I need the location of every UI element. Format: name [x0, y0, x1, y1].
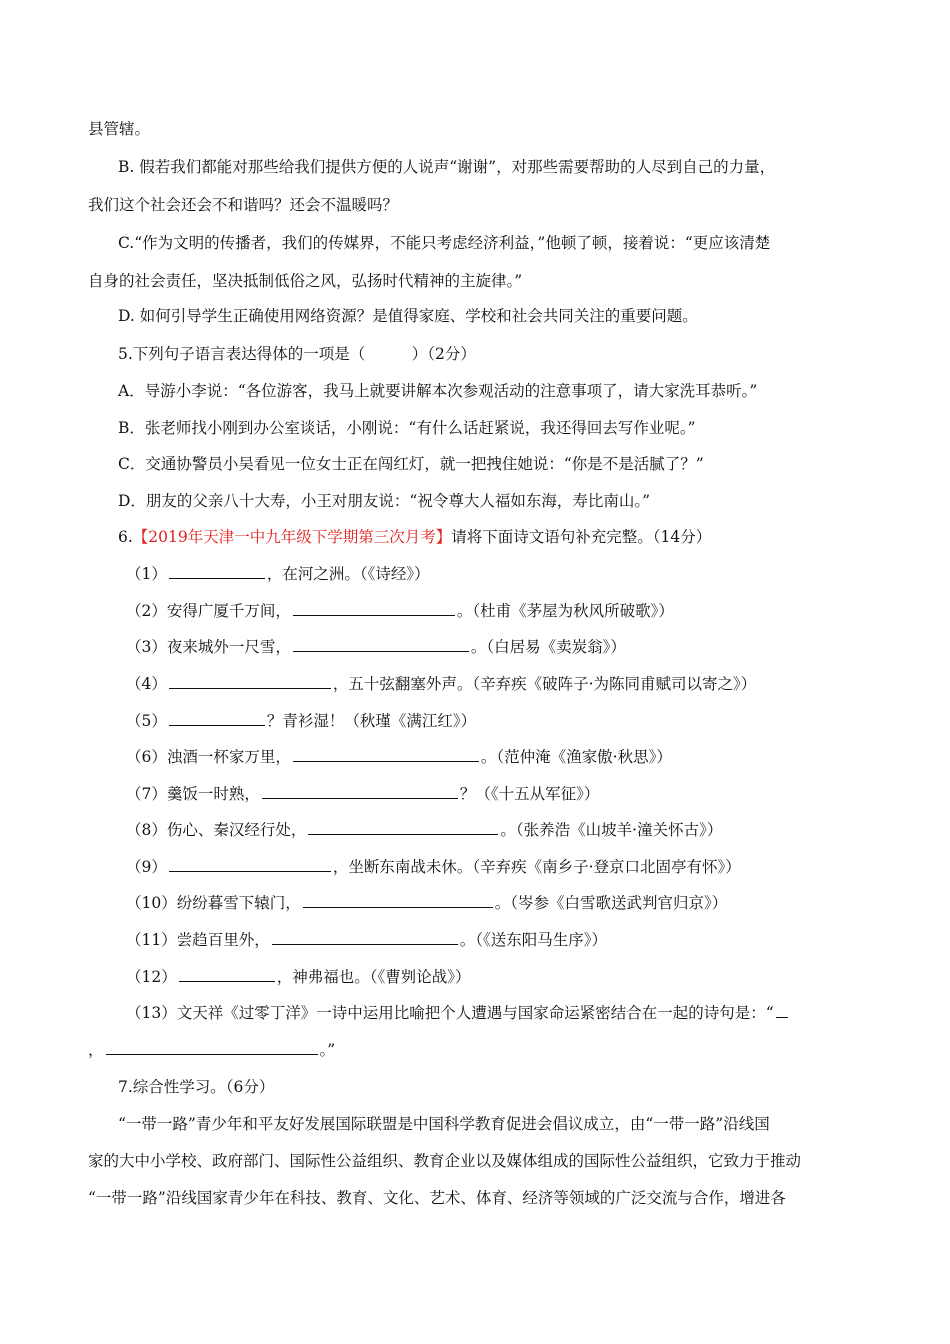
- poem-post: 。（范仲淹《渔家傲·秋思》）: [480, 748, 672, 766]
- poem-number: （12）: [126, 968, 177, 986]
- question-source: 【2019年天津一中九年级下学期第三次月考】: [132, 528, 452, 546]
- poem-number: （5）: [126, 712, 167, 730]
- poem-line-13-cont: [88, 1039, 868, 1061]
- poem-post: 。（白居易《卖炭翁》）: [470, 638, 626, 656]
- answer-blank[interactable]: [169, 856, 331, 872]
- poem-pre: 羹饭一时熟，: [166, 785, 260, 803]
- text-line: 县管辖。: [88, 120, 151, 138]
- question-5-option-a: A．导游小李说：“各位游客，我马上就要讲解本次参观活动的注意事项了，请大家洗耳恭听。”: [118, 382, 758, 400]
- poem-post: 。（张养浩《山坡羊·潼关怀古》）: [500, 821, 723, 839]
- poem-number: （6）: [126, 748, 167, 766]
- poem-pre: 夜来城外一尺雪，: [166, 638, 291, 656]
- poem-post: ，神弗福也。（《曹刿论战》）: [276, 968, 471, 986]
- question-5-option-b: B．张老师找小刚到办公室谈话，小刚说：“有什么话赶紧说，我还得回去写作业呢。”: [118, 419, 696, 437]
- answer-blank[interactable]: [308, 819, 498, 835]
- poem-number: （10）: [126, 894, 177, 912]
- answer-blank[interactable]: [293, 746, 479, 762]
- poem-pre: 伤心、秦汉经行处，: [166, 821, 307, 839]
- poem-line-11: [126, 929, 906, 951]
- poem-post: ？（《十五从军征》）: [459, 785, 600, 803]
- poem-q13-text: （13）文天祥《过零丁洋》一诗中运用比喻把个人遭遇与国家命运紧密结合在一起的诗句是：“: [126, 1004, 774, 1022]
- poem-pre: 安得广厦千万间，: [166, 602, 291, 620]
- answer-blank[interactable]: [776, 1002, 788, 1018]
- poem-line-6: [126, 746, 906, 768]
- question-number: 6.: [118, 528, 133, 546]
- poem-line-7: [126, 783, 906, 805]
- poem-pre: 尝趋百里外，: [176, 931, 270, 949]
- poem-number: （3）: [126, 638, 167, 656]
- poem-pre: ，: [88, 1041, 104, 1059]
- question-5-option-d: D．朋友的父亲八十大寿，小王对朋友说：“祝令尊大人福如东海，寿比南山。”: [118, 492, 651, 510]
- question-7-title: 7.综合性学习。（6分）: [118, 1078, 275, 1096]
- poem-line-2: [126, 600, 906, 622]
- poem-line-13: [126, 1002, 866, 1024]
- poem-post: 。（岑参《白雪歌送武判官归京》）: [494, 894, 728, 912]
- answer-blank[interactable]: [293, 600, 455, 616]
- poem-post: 。（《送东阳马生序》）: [459, 931, 608, 949]
- poem-number: （11）: [126, 931, 177, 949]
- answer-blank[interactable]: [303, 892, 493, 908]
- poem-line-10: [126, 892, 906, 914]
- question-7-para-line3: “一带一路”沿线国家青少年在科技、教育、文化、艺术、体育、经济等领域的广泛交流与合作，增进各: [88, 1189, 786, 1207]
- poem-number: （2）: [126, 602, 167, 620]
- option-b-line1: B. 假若我们都能对那些给我们提供方便的人说声“谢谢”，对那些需要帮助的人尽到自己的力量，: [118, 158, 776, 176]
- question-5-option-c: C．交通协警员小吴看见一位女士正在闯红灯，就一把拽住她说：“你是不是活腻了？”: [118, 455, 704, 473]
- poem-line-5: [126, 710, 906, 732]
- poem-pre: 纷纷暮雪下辕门，: [176, 894, 301, 912]
- answer-blank[interactable]: [262, 783, 458, 799]
- option-d-line: D. 如何引导学生正确使用网络资源？是值得家庭、学校和社会共同关注的重要问题。: [118, 307, 698, 325]
- answer-blank[interactable]: [106, 1039, 318, 1055]
- poem-number: （8）: [126, 821, 167, 839]
- poem-post: ，在河之洲。（《诗经》）: [266, 565, 430, 583]
- poem-line-8: [126, 819, 906, 841]
- poem-line-9: [126, 856, 906, 878]
- question-5-title: 5.下列句子语言表达得体的一项是（ ）（2分）: [118, 345, 476, 363]
- poem-post: ，五十弦翻塞外声。（辛弃疾《破阵子·为陈同甫赋司以寄之》）: [332, 675, 757, 693]
- poem-pre: 浊酒一杯家万里，: [166, 748, 291, 766]
- question-7-para-line1: “一带一路”青少年和平友好发展国际联盟是中国科学教育促进会倡议成立，由“一带一路”沿线国: [118, 1115, 770, 1133]
- answer-blank[interactable]: [169, 710, 265, 726]
- poem-post: 。”: [319, 1041, 336, 1059]
- answer-blank[interactable]: [169, 673, 331, 689]
- question-6-title: [118, 526, 898, 548]
- poem-line-12: [126, 966, 906, 988]
- question-text: 请将下面诗文语句补充完整。（14分）: [451, 528, 712, 546]
- poem-post: ，坐断东南战未休。（辛弃疾《南乡子·登京口北固亭有怀》）: [332, 858, 741, 876]
- answer-blank[interactable]: [169, 563, 265, 579]
- poem-number: （1）: [126, 565, 167, 583]
- answer-blank[interactable]: [272, 929, 458, 945]
- poem-number: （7）: [126, 785, 167, 803]
- option-b-line2: 我们这个社会还会不和谐吗？还会不温暖吗？: [88, 196, 399, 214]
- poem-number: （9）: [126, 858, 167, 876]
- poem-post: ？青衫湿！（秋瑾《满江红》）: [266, 712, 477, 730]
- option-c-line1: C.“作为文明的传播者，我们的传媒界，不能只考虑经济利益，”他顿了顿，接着说：“更应该清楚: [118, 234, 771, 252]
- poem-post: 。（杜甫《茅屋为秋风所破歌》）: [456, 602, 674, 620]
- question-7-para-line2: 家的大中小学校、政府部门、国际性公益组织、教育企业以及媒体组成的国际性公益组织，它致力于推动: [88, 1152, 802, 1170]
- option-c-line2: 自身的社会责任，坚决抵制低俗之风，弘扬时代精神的主旋律。”: [88, 272, 523, 290]
- poem-number: （4）: [126, 675, 167, 693]
- answer-blank[interactable]: [179, 966, 275, 982]
- poem-line-3: [126, 636, 906, 658]
- poem-line-4: [126, 673, 906, 695]
- poem-line-1: [126, 563, 906, 585]
- answer-blank[interactable]: [293, 636, 469, 652]
